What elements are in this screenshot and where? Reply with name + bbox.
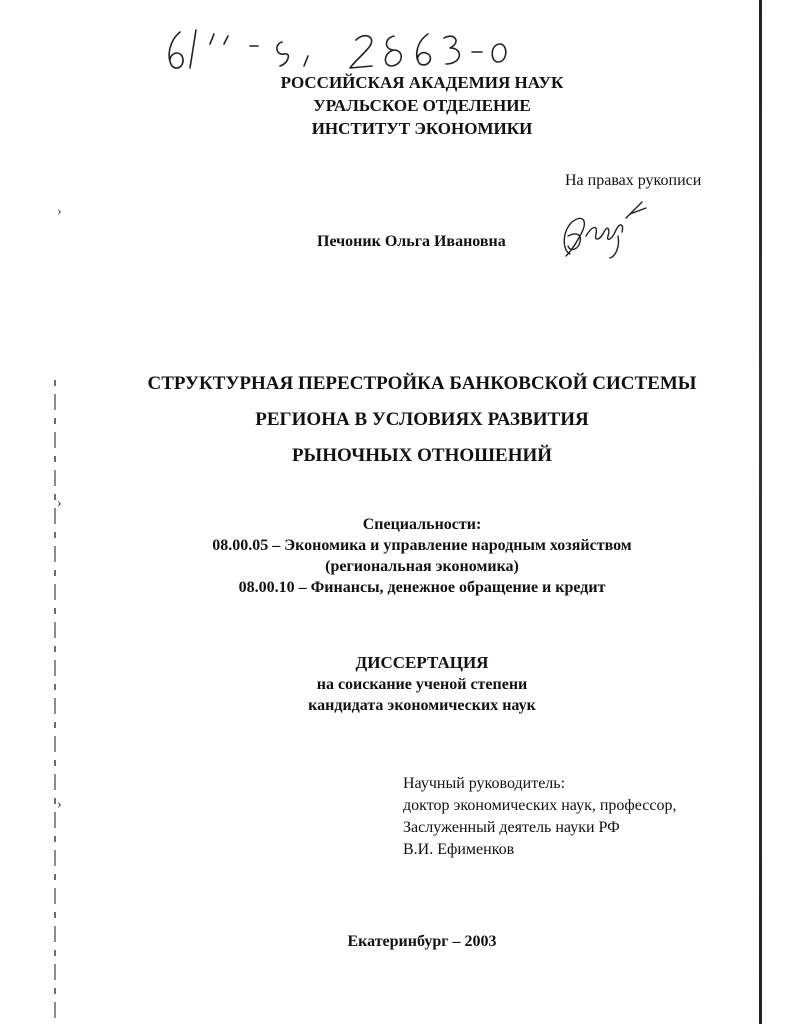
handwritten-archive-code <box>158 22 518 78</box>
specialty-line-2: (региональная экономика) <box>325 558 519 575</box>
scan-mark: › <box>57 496 62 511</box>
dissertation-title <box>26 366 792 474</box>
title-line-1: СТРУКТУРНАЯ ПЕРЕСТРОЙКА БАНКОВСКОЙ СИСТЕМЫ <box>147 373 697 394</box>
specialty-line-3: 08.00.10 – Финансы, денежное обращение и кредит <box>238 579 606 596</box>
supervisor-honor: Заслуженный деятель науки РФ <box>403 819 620 836</box>
handwritten-signature <box>552 196 652 266</box>
title-line-2: РЕГИОНА В УСЛОВИЯХ РАЗВИТИЯ <box>255 409 589 430</box>
title-line-3: РЫНОЧНЫХ ОТНОШЕНИЙ <box>291 445 553 466</box>
specialties-heading: Специальности: <box>362 516 482 533</box>
institution-line-branch: УРАЛЬСКОЕ ОТДЕЛЕНИЕ <box>313 96 531 115</box>
dissertation-degree-line-1: на соискание ученой степени <box>316 676 528 693</box>
supervisor-degree: доктор экономических наук, профессор, <box>403 797 677 814</box>
dissertation-block <box>26 652 792 716</box>
institution-line-institute: ИНСТИТУТ ЭКОНОМИКИ <box>311 119 533 138</box>
supervisor-label: Научный руководитель: <box>403 775 566 792</box>
city-year-footer: Екатеринбург – 2003 <box>347 933 497 950</box>
institution-line-academy: РОССИЙСКАЯ АКАДЕМИЯ НАУК <box>280 73 564 92</box>
specialty-line-1: 08.00.05 – Экономика и управление народным хозяйством <box>212 537 632 554</box>
author-name: Печоник Ольга Ивановна <box>317 233 506 250</box>
scan-mark: › <box>57 204 62 219</box>
institution-header <box>26 71 792 140</box>
scan-edge-right <box>759 0 762 1024</box>
supervisor-block <box>403 773 677 861</box>
rights-note: На правах рукописи <box>565 172 702 189</box>
scan-mark: › <box>57 797 62 812</box>
dissertation-degree-line-2: кандидата экономических наук <box>308 697 536 714</box>
dissertation-heading: ДИССЕРТАЦИЯ <box>355 653 489 672</box>
specialties-block <box>26 514 792 598</box>
supervisor-name: В.И. Ефименков <box>403 841 515 858</box>
